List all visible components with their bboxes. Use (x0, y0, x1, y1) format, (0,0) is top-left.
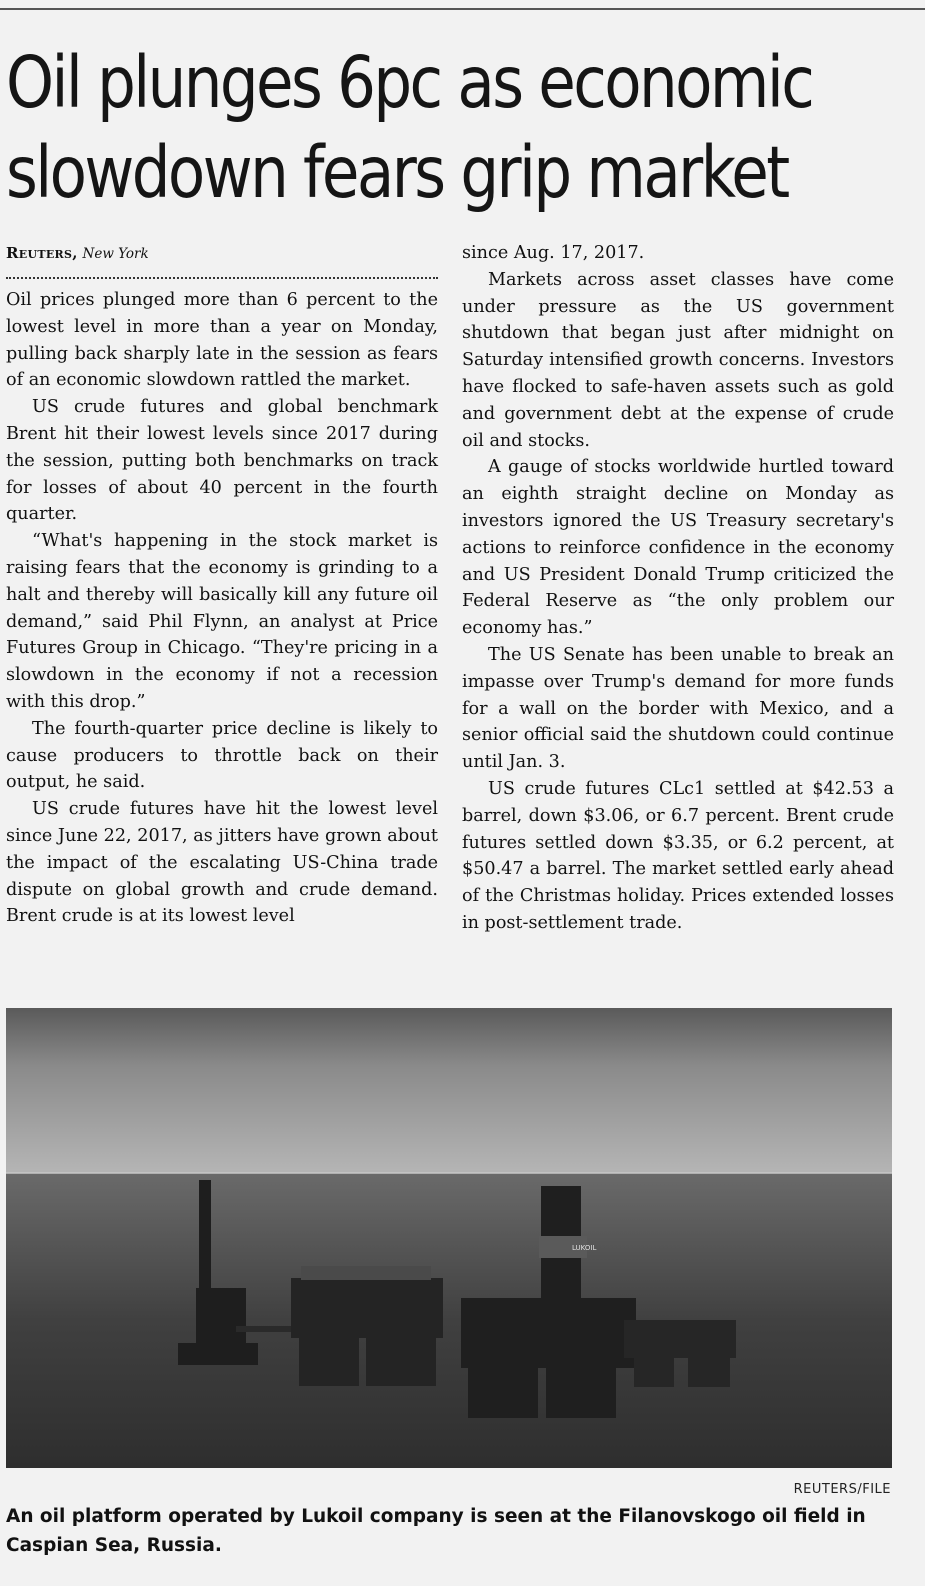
paragraph-continuation: since Aug. 17, 2017. (462, 243, 645, 263)
headline (6, 38, 813, 218)
paragraph: The US Senate has been unable to break an impasse over Trump's demand for more funds for a wall on the border with Mexico, and a senior official said the shutdown could continue until Jan. 3. (462, 644, 894, 773)
byline-divider (6, 273, 438, 279)
paragraph: Markets across asset classes have come under pressure as the US government shutdown that began just after midnight on Saturday intensified growth concerns. Investors have flocked to safe-haven assets such as gold and government debt at the expense of crude oil and stocks. (462, 269, 894, 451)
photo-caption: An oil platform operated by Lukoil company is seen at the Filanovskogo oil field in Caspian Sea, Russia. (6, 1506, 866, 1556)
paragraph: A gauge of stocks worldwide hurtled toward an eighth straight decline on Monday as investors ignored the US Treasury secretary's actions to reinforce confidence in the economy and US President Donald Trump criticized the Federal Reserve as “the only problem our economy has.” (462, 457, 894, 639)
sea (6, 1173, 892, 1468)
paragraph: “What's happening in the stock market is raising fears that the economy is grinding to a halt and thereby will basically kill any future oil demand,” said Phil Flynn, an analyst at Price Futures Group in Chicago. “They're pricing in a slowdown in the economy if not a recession with this drop.” (6, 531, 438, 712)
paragraph: US crude futures CLc1 settled at $42.53 a barrel, down $3.06, or 6.7 percent. Brent crude futures settled down $3.35, or 6.2 percent, at $50.47 a barrel. The market settled early ahead of the Christmas holiday. Prices extended losses in post-settlement trade. (462, 778, 894, 933)
headline-line-1: Oil plunges 6pc as economic (6, 41, 813, 124)
platform-sign: LUKOIL (572, 1244, 597, 1252)
column-left (6, 240, 438, 930)
paragraph: US crude futures and global benchmark Brent hit their lowest levels since 2017 during the session, putting both benchmarks on track for losses of about 40 percent in the fourth quarter. (6, 397, 438, 525)
top-rule (0, 8, 925, 10)
headline-line-2: slowdown fears grip market (6, 131, 788, 214)
paragraph: Oil prices plunged more than 6 percent to the lowest level in more than a year on Monday, pulling back sharply late in the session as fears of an economic slowdown rattled the market. (6, 290, 438, 391)
byline-agency: Reuters, (6, 244, 78, 262)
byline-city: New York (82, 246, 149, 262)
byline (6, 240, 438, 267)
article-body (6, 240, 892, 1000)
sky (6, 1008, 892, 1173)
column-right (462, 240, 894, 937)
paragraph: US crude futures have hit the lowest level since June 22, 2017, as jitters have grown about the impact of the escalating US-China trade dispute on global growth and crude demand. Brent crude is at its lowest level (6, 799, 438, 927)
paragraph: The fourth-quarter price decline is likely to cause producers to throttle back on their output, he said. (6, 718, 438, 793)
platform-left (291, 1266, 443, 1386)
photo-credit: REUTERS/FILE (793, 1482, 891, 1497)
oil-platform-photo (6, 1008, 892, 1468)
